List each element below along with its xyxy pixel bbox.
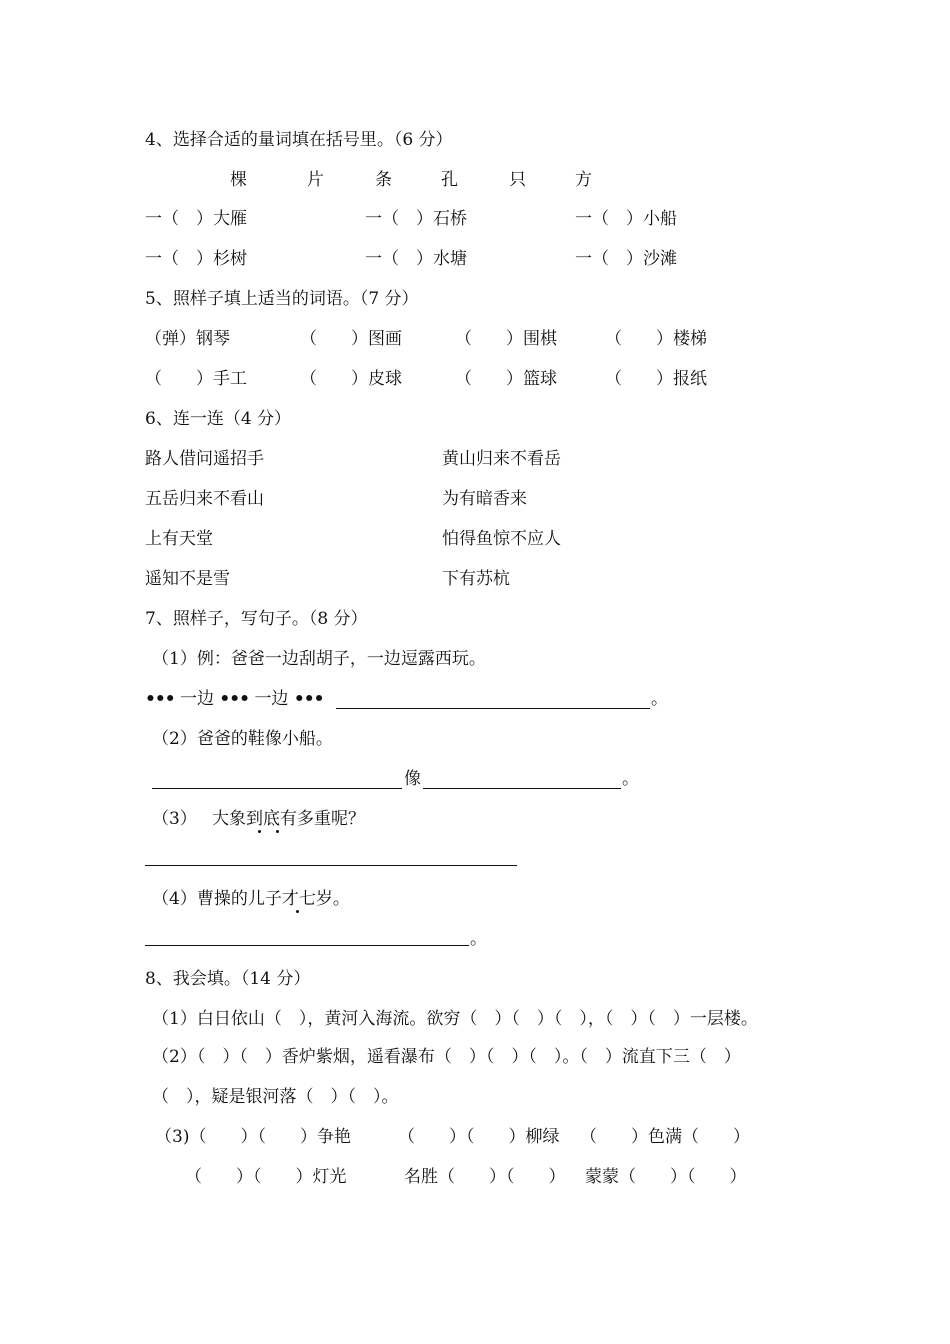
ellipsis-dots: ••• (293, 689, 324, 709)
q5-item: （ ）篮球 (455, 369, 557, 389)
answer-line[interactable] (152, 788, 402, 789)
q6-left-item: 五岳归来不看山 (145, 489, 264, 509)
period: 。 (470, 929, 487, 949)
q5-item: （弹）钢琴 (145, 329, 230, 349)
q7-sentence-3-num: （3） (152, 809, 197, 829)
q5-title: 5、照样子填上适当的词语。（7 分） (145, 289, 419, 309)
q4-option: 只 (509, 170, 526, 190)
q8-idiom: （ ）（ ）灯光 (185, 1167, 347, 1187)
q8-idiom: 蒙蒙（ ）（ ） (585, 1167, 747, 1187)
ellipsis-dots: ••• (145, 689, 175, 709)
q8-poem-line: （ ），疑是银河落（ ）（ ）。 (152, 1087, 399, 1107)
emphasis-dot (296, 910, 299, 913)
answer-line[interactable] (423, 788, 621, 789)
q4-option: 方 (575, 170, 592, 190)
emphasis-dot (276, 830, 279, 833)
q5-item: （ ）图画 (300, 329, 402, 349)
q8-poem-line: （2）（ ）（ ）香炉紫烟，遥看瀑布（ ）（ ）（ ）。（ ）流直下三（ ） (152, 1047, 741, 1067)
q6-right-item: 黄山归来不看岳 (442, 449, 561, 469)
q4-option: 条 (375, 170, 392, 190)
q4-option: 孔 (441, 170, 458, 190)
q4-item: 一（ ）沙滩 (575, 249, 677, 269)
q4-title: 4、选择合适的量词填在括号里。（6 分） (145, 130, 453, 150)
q4-option: 棵 (230, 170, 247, 190)
q8-idiom: 名胜（ ）（ ） (404, 1167, 566, 1187)
period: 。 (651, 689, 668, 709)
q4-item: 一（ ）杉树 (145, 249, 247, 269)
q5-item: （ ）报纸 (605, 369, 707, 389)
q8-poem-line: （1）白日依山（ ），黄河入海流。欲穷（ ）（ ）（ ），（ ）（ ）一层楼。 (152, 1009, 758, 1029)
q5-item: （ ）楼梯 (605, 329, 707, 349)
q4-item: 一（ ）大雁 (145, 209, 247, 229)
q8-idiom: （ ）（ ）柳绿 (398, 1127, 560, 1147)
q5-item: （ ）皮球 (300, 369, 402, 389)
q6-right-item: 为有暗香来 (442, 489, 527, 509)
q7-pattern (145, 688, 323, 710)
q4-item: 一（ ）水塘 (365, 249, 467, 269)
q7-sentence-4: （4）曹操的儿子才七岁。 (152, 889, 350, 909)
q4-item: 一（ ）小船 (575, 209, 677, 229)
q6-left-item: 上有天堂 (145, 529, 213, 549)
q7-sentence-3: 大象到底有多重呢？ (212, 809, 365, 829)
q6-left-item: 路人借问遥招手 (145, 449, 264, 469)
pattern-word: 一边 (180, 689, 215, 709)
q5-item: （ ）手工 (145, 369, 247, 389)
q6-right-item: 下有苏杭 (442, 569, 510, 589)
q7-like-word: 像 (404, 769, 421, 789)
q7-title: 7、照样子，写句子。（8 分） (145, 609, 368, 629)
emphasis-dot (258, 830, 261, 833)
q7-example: （1）例：爸爸一边刮胡子，一边逗露西玩。 (152, 649, 486, 669)
q4-option: 片 (307, 170, 324, 190)
q6-left-item: 遥知不是雪 (145, 569, 230, 589)
ellipsis-dots: ••• (219, 689, 250, 709)
q7-sentence-2: （2）爸爸的鞋像小船。 (152, 729, 333, 749)
period: 。 (622, 769, 639, 789)
answer-line[interactable] (145, 865, 517, 866)
pattern-word: 一边 (254, 689, 289, 709)
q6-title: 6、连一连（4 分） (145, 409, 292, 429)
q5-item: （ ）围棋 (455, 329, 557, 349)
answer-line[interactable] (336, 708, 650, 709)
answer-line[interactable] (145, 945, 469, 946)
q8-idiom: （3)（ ）（ ）争艳 (155, 1127, 351, 1147)
q6-right-item: 怕得鱼惊不应人 (442, 529, 561, 549)
q8-idiom: （ ）色满（ ） (580, 1127, 750, 1147)
q8-title: 8、我会填。（14 分） (145, 969, 311, 989)
q4-item: 一（ ）石桥 (365, 209, 467, 229)
